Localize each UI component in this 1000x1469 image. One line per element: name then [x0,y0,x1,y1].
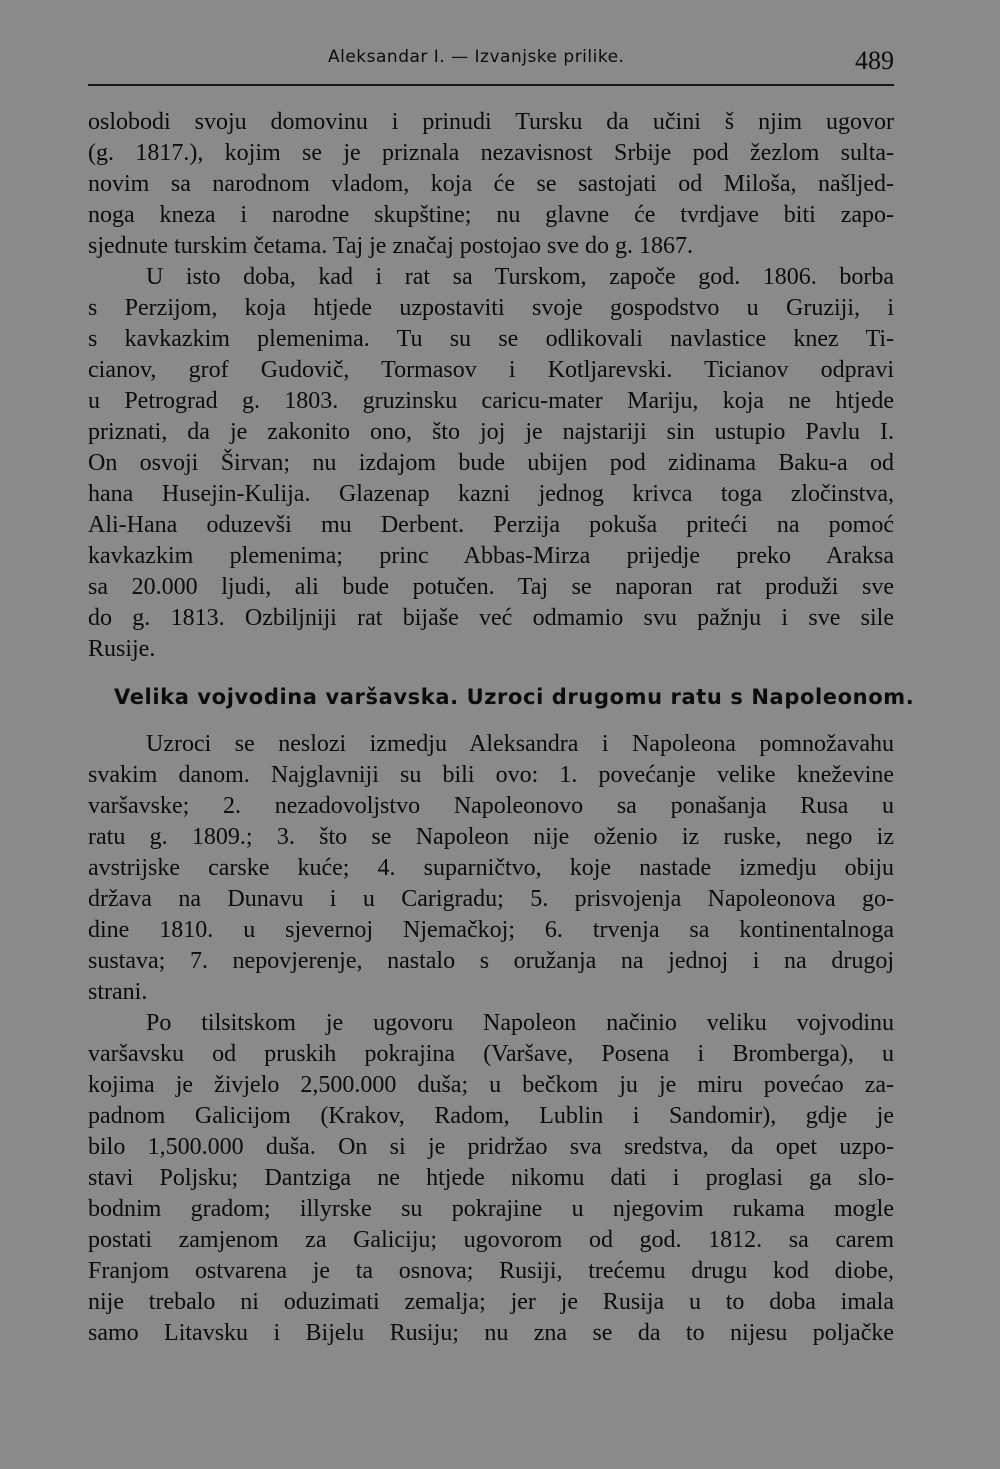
text-line: noga kneza i narodne skupštine; nu glavne će tvrdjave biti zapo- [88,202,894,228]
text-line: cianov, grof Gudovič, Tormasov i Kotljarevski. Ticianov odpravi [88,357,894,383]
text-line: On osvoji Širvan; nu izdajom bude ubijen pod zidinama Baku-a od [88,450,894,476]
section-heading: Velika vojvodina varšavska. Uzroci drugomu ratu s Napoleonom. [114,685,915,709]
text-line: Rusije. [88,636,156,662]
text-line: postati zamjenom za Galiciju; ugovorom od god. 1812. sa carem [88,1227,894,1253]
page-number: 489 [855,46,894,75]
section-spacer [88,665,894,679]
text-line: varšavske; 2. nezadovoljstvo Napoleonovo sa ponašanja Rusa u [88,793,894,819]
text-line: bilo 1,500.000 duša. On si je pridržao sva sredstva, da opet uzpo- [88,1134,894,1160]
text-line: avstrijske carske kuće; 4. suparničtvo, koje nastade izmedju obiju [88,855,894,881]
text-line: bodnim gradom; illyrske su pokrajine u njegovim rukama mogle [88,1196,894,1222]
text-line: nije trebalo ni oduzimati zemalja; jer je Rusija u to doba imala [88,1289,894,1315]
running-title: Aleksandar I. — Izvanjske prilike. [328,47,625,67]
text-line: varšavsku od pruskih pokrajina (Varšave, Posena i Bromberga), u [88,1041,894,1067]
running-header [88,44,894,86]
text-line: sustava; 7. nepovjerenje, nastalo s oružanja na jednoj i na drugoj [88,948,894,974]
text-line: s kavkazkim plemenima. Tu su se odlikovali navlastice knez Ti- [88,326,894,352]
text-line: strani. [88,979,148,1005]
text-line: stavi Poljsku; Dantziga ne htjede nikomu dati i proglasi ga slo- [88,1165,894,1191]
text-line: u Petrograd g. 1803. gruzinsku caricu-mater Mariju, koja ne htjede [88,388,894,414]
text-line: Po tilsitskom je ugovoru Napoleon načinio veliku vojvodinu [146,1010,894,1036]
text-line: hana Husejin-Kulija. Glazenap kazni jednog krivca toga zločinstva, [88,481,894,507]
text-line: Ali-Hana oduzevši mu Derbent. Perzija pokuša priteći na pomoć [88,512,894,538]
text-line: oslobodi svoju domovinu i prinudi Tursku da učini š njim ugovor [88,109,894,135]
text-line: Uzroci se neslozi izmedju Aleksandra i Napoleona pomnožavahu [146,731,894,757]
text-line: U isto doba, kad i rat sa Turskom, započe god. 1806. borba [146,264,894,290]
text-line: padnom Galicijom (Krakov, Radom, Lublin i Sandomir), gdje je [88,1103,894,1129]
text-line: s Perzijom, koja htjede uzpostaviti svoje gospodstvo u Gruziji, i [88,295,894,321]
text-line: država na Dunavu i u Carigradu; 5. prisvojenja Napoleonova go- [88,886,894,912]
text-line: dine 1810. u sjevernoj Njemačkoj; 6. trvenja sa kontinentalnoga [88,917,894,943]
text-line: (g. 1817.), kojim se je priznala nezavisnost Srbije pod žezlom sulta- [88,140,894,166]
text-line: sjednute turskim četama. Taj je značaj postojao sve do g. 1867. [88,233,694,259]
text-line: priznati, da je zakonito ono, što joj je najstariji sin ustupio Pavlu I. [88,419,894,445]
text-line: kojima je živjelo 2,500.000 duša; u bečkom ju je miru povećao za- [88,1072,894,1098]
text-line: svakim danom. Najglavniji su bili ovo: 1. povećanje velike kneževine [88,762,894,788]
section-spacer [88,715,894,729]
text-line: novim sa narodnom vladom, koja će se sastojati od Miloša, našljed- [88,171,894,197]
text-line: do g. 1813. Ozbiljniji rat bijaše već odmamio svu pažnju i sve sile [88,605,894,631]
text-line: kavkazkim plemenima; princ Abbas-Mirza prijedje preko Araksa [88,543,894,569]
text-line: samo Litavsku i Bijelu Rusiju; nu zna se da to nijesu poljačke [88,1320,894,1346]
text-line: sa 20.000 ljudi, ali bude potučen. Taj se naporan rat produži sve [88,574,894,600]
text-line: Franjom ostvarena je ta osnova; Rusiji, trećemu drugu kod diobe, [88,1258,894,1284]
text-line: ratu g. 1809.; 3. što se Napoleon nije oženio iz ruske, nego iz [88,824,894,850]
page-body [88,107,915,1349]
